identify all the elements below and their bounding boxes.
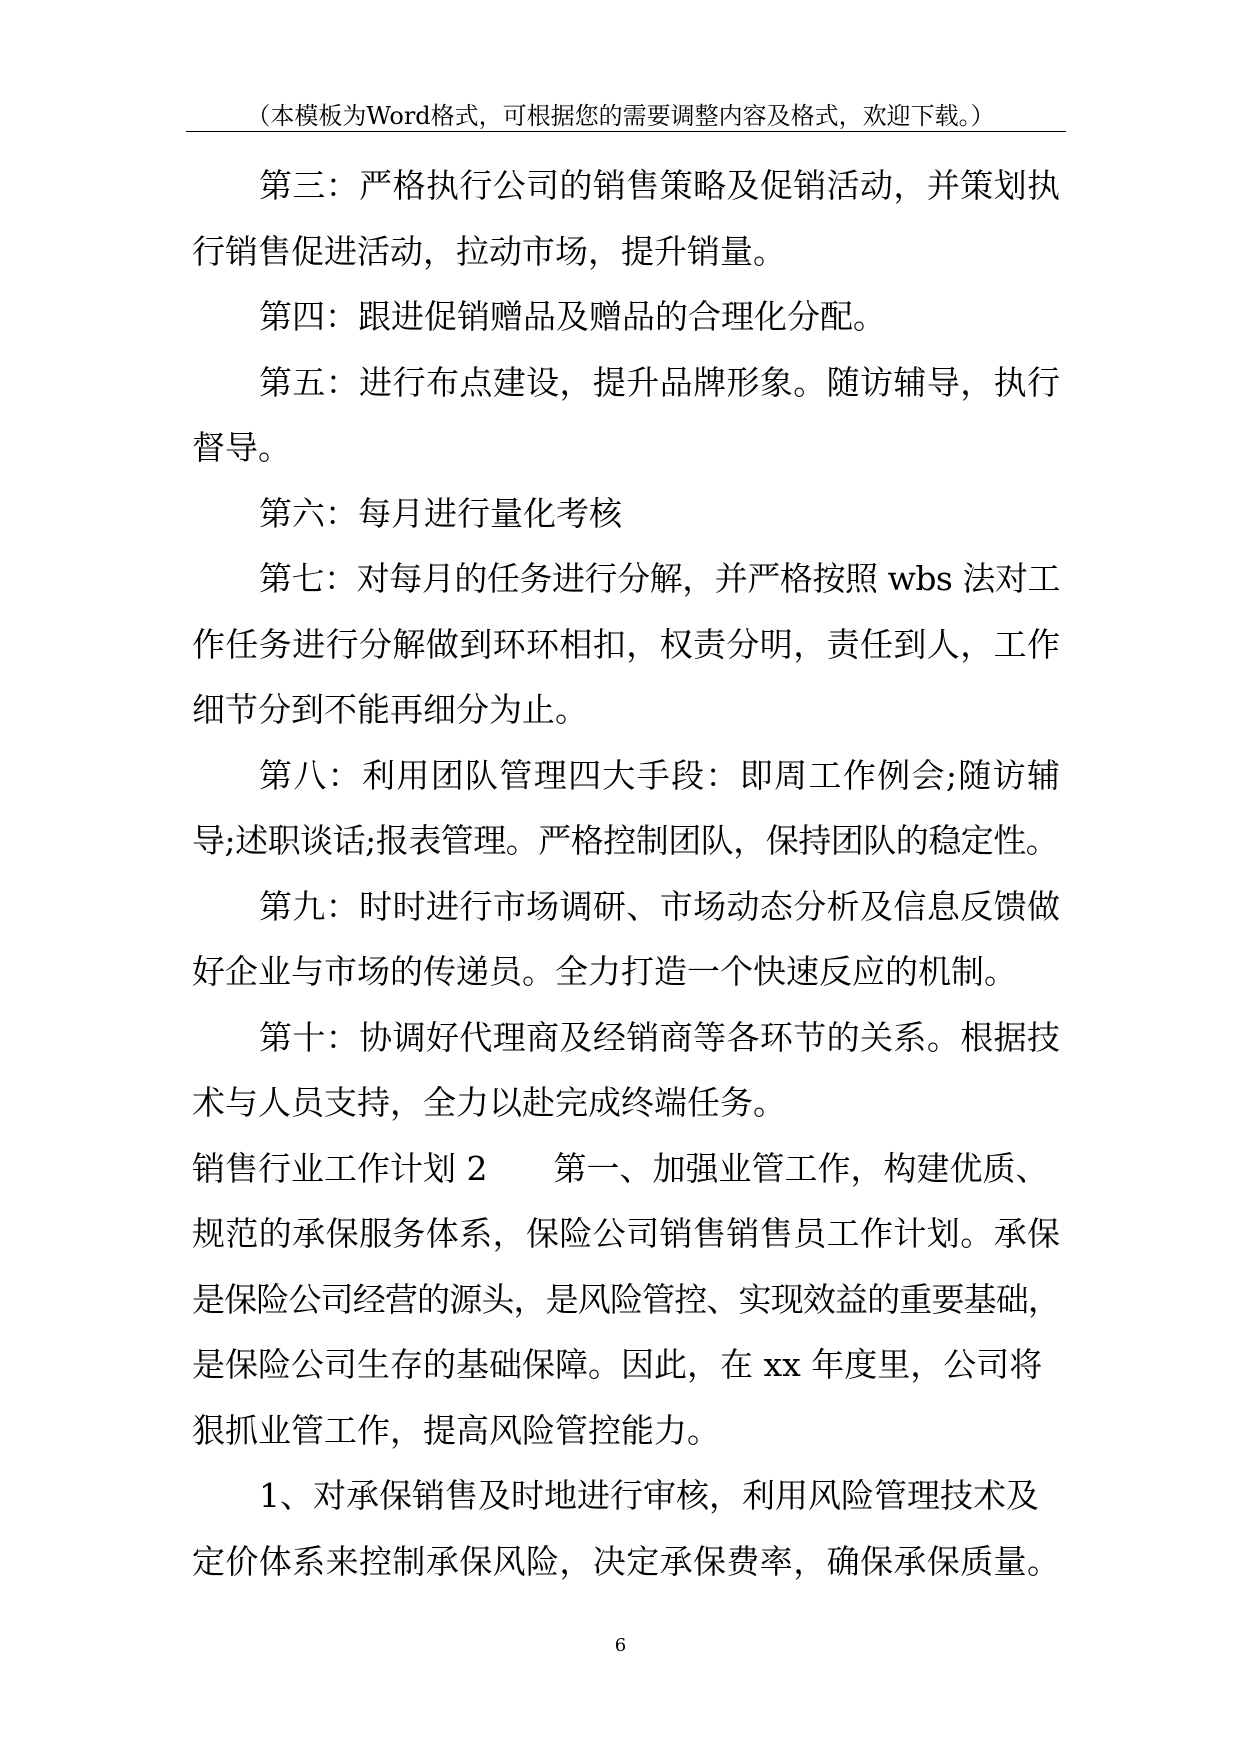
text-line: 第三：严格执行公司的销售策略及促销活动，并策划执 bbox=[259, 166, 1060, 205]
text-line: 第八：利用团队管理四大手段：即周工作例会;随访辅 bbox=[259, 755, 1060, 795]
text-line: 细节分到不能再细分为止。 bbox=[192, 690, 588, 729]
header-note: （本模板为Word格式，可根据您的需要调整内容及格式，欢迎下载。） bbox=[246, 102, 995, 130]
text-line: 定价体系来控制承保风险，决定承保费率，确保承保质量。 bbox=[192, 1541, 1060, 1581]
text-line: 行销售促进活动，拉动市场，提升销量。 bbox=[192, 231, 786, 271]
page-number: 6 bbox=[614, 1635, 627, 1656]
text-line: 狠抓业管工作，提高风险管控能力。 bbox=[192, 1410, 720, 1450]
text-line: 作任务进行分解做到环环相扣，权责分明，责任到人，工作 bbox=[192, 624, 1060, 664]
text-line: 是保险公司经营的源头，是风险管控、实现效益的重要基础， bbox=[192, 1279, 1060, 1319]
text-line: 导;述职谈话;报表管理。严格控制团队，保持团队的稳定性。 bbox=[192, 821, 1059, 860]
text-line: 术与人员支持，全力以赴完成终端任务。 bbox=[192, 1083, 786, 1122]
text-line: 第十：协调好代理商及经销商等各环节的关系。根据技 bbox=[259, 1017, 1060, 1057]
text-line: 第四：跟进促销赠品及赠品的合理化分配。 bbox=[259, 297, 886, 336]
text-line: 1、对承保销售及时地进行审核，利用风险管理技术及 bbox=[259, 1476, 1039, 1515]
text-line: 是保险公司生存的基础保障。因此，在 xx 年度里，公司将 bbox=[192, 1345, 1043, 1384]
text-line: 第七：对每月的任务进行分解，并严格按照 wbs 法对工 bbox=[259, 559, 1060, 598]
text-line: 第六：每月进行量化考核 bbox=[259, 493, 622, 533]
body-text bbox=[192, 153, 1060, 1594]
text-line: 第五：进行布点建设，提升品牌形象。随访辅导，执行 bbox=[259, 362, 1060, 402]
text-line: 督导。 bbox=[192, 428, 291, 467]
text-line: 规范的承保服务体系，保险公司销售销售员工作计划。承保 bbox=[192, 1214, 1060, 1253]
header-divider bbox=[186, 131, 1066, 132]
section-heading-line: 销售行业工作计划 2 第一、加强业管工作，构建优质、 bbox=[192, 1148, 1049, 1188]
text-line: 好企业与市场的传递员。全力打造一个快速反应的机制。 bbox=[192, 952, 1017, 991]
text-line: 第九：时时进行市场调研、市场动态分析及信息反馈做 bbox=[259, 886, 1060, 926]
